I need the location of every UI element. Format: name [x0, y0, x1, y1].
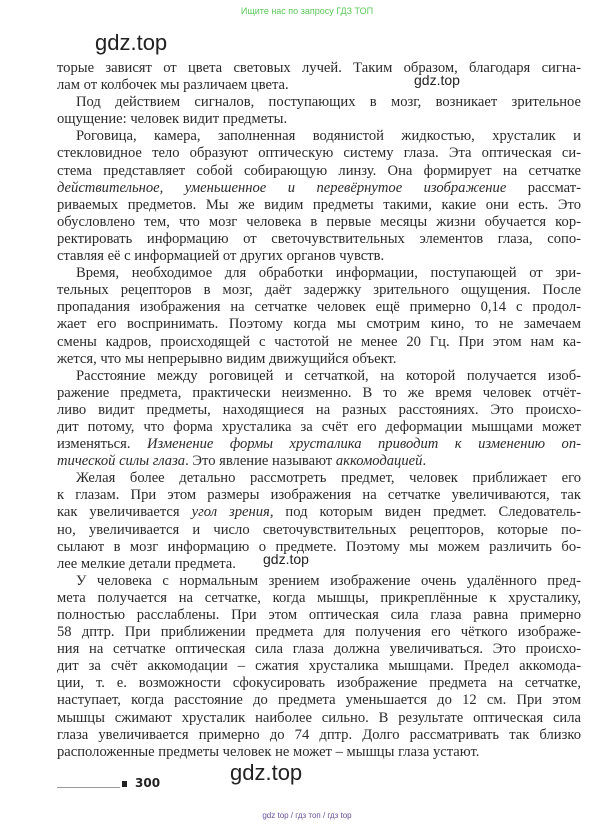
- text-line: [57, 231, 581, 248]
- text-line: [57, 504, 581, 521]
- text-segment: изменяться.: [57, 436, 147, 453]
- text-line: [57, 487, 581, 504]
- text-line: [57, 265, 581, 282]
- text-segment: обусловлено тем, что мозг человека в первые месяцы жизни обучается кор-: [57, 213, 581, 230]
- text-segment: Время, необходимое для обработки информации, поступающей от зри-: [76, 265, 581, 282]
- text-line: [57, 453, 581, 470]
- text-line: [57, 744, 581, 761]
- text-line: [57, 180, 581, 197]
- text-segment: к глазам. При этом размеры изображения на сетчатке увеличиваются, так: [57, 487, 581, 504]
- text-segment: смены кадров, происходящей с частотой не менее 20 Гц. При этом нам ка-: [57, 333, 581, 350]
- text-segment: но, увеличивается и число светочувствительных рецепторов, которые по-: [57, 521, 581, 538]
- text-line: [57, 470, 581, 487]
- text-segment: лам от колбочек мы различаем цвета.: [57, 77, 289, 94]
- text-segment: расположенные предметы человек не может – мышцы глаза устают.: [57, 743, 480, 760]
- body-text: [57, 60, 581, 761]
- text-line: [57, 299, 581, 316]
- text-segment: стекловидное тело образуют оптическую систему глаза. Эта оптическая си-: [57, 145, 581, 162]
- text-segment: мышцы сжимают хрусталик наиболее сильно. В результате оптическая сила: [57, 709, 581, 726]
- text-line: [57, 436, 581, 453]
- text-segment: дит за счёт аккомодации – сжатия хрусталика мышцами. Предел аккомода-: [57, 658, 581, 675]
- header-note: Ищите нас по запросу ГДЗ ТОП: [240, 6, 374, 16]
- text-segment: ции, т. е. возможности сфокусировать изображение предмета на сетчатке,: [57, 675, 581, 692]
- text-line: [57, 607, 581, 624]
- text-segment: лее мелкие детали предмета.: [57, 555, 236, 572]
- text-line: [57, 111, 581, 128]
- text-line: [57, 539, 581, 556]
- text-segment: .: [422, 453, 427, 470]
- text-segment: ректировать информацию от светочувствительных элементов глаза, сопо-: [57, 230, 581, 247]
- text-line: [57, 316, 581, 333]
- text-line: [57, 214, 581, 231]
- text-segment: 58 дптр. При приближении предмета для получения его чёткого изображе-: [57, 624, 581, 641]
- text-segment: дит потому, что форма хрусталика за счёт его деформации мышцами может: [57, 418, 581, 435]
- watermark: gdz.top: [95, 30, 168, 55]
- text-line: [57, 590, 581, 607]
- text-line: [57, 282, 581, 299]
- text-line: [57, 77, 581, 94]
- text-segment: наступает, когда расстояние до предмета уменьшается до 12 см. При этом: [57, 692, 581, 709]
- text-line: [57, 128, 581, 145]
- text-segment: риваемых предметов. Мы же видим предметы такими, какие они есть. Это: [57, 196, 581, 213]
- italic-text: тической силы глаза: [57, 453, 186, 470]
- text-line: [57, 675, 581, 692]
- text-line: [57, 692, 581, 709]
- text-line: [57, 197, 581, 214]
- text-line: [57, 658, 581, 675]
- italic-text: аккомодацией: [335, 453, 423, 470]
- text-segment: как увеличивается: [57, 504, 192, 521]
- text-segment: пропадания изображения на сетчатке человек ещё примерно 0,14 с продол-: [57, 299, 581, 316]
- text-line: [57, 334, 581, 351]
- text-segment: ливо видит предметы, находящиеся на разных расстояниях. Это происхо-: [57, 401, 581, 418]
- page-number-marker: [122, 781, 127, 787]
- text-segment: Под действием сигналов, поступающих в мозг, возникает зрительное: [76, 94, 581, 111]
- italic-text: действительное, уменьшенное и перевёрнутое изображение: [57, 179, 507, 196]
- text-line: [57, 641, 581, 658]
- text-segment: полностью расслаблены. При этом оптическая сила глаза равна примерно: [57, 607, 581, 623]
- text-segment: ния на сетчатке оптическая сила глаза должна увеличиваться. Это происхо-: [57, 641, 581, 658]
- italic-text: Изменение формы хрусталика приводит к изменению оп-: [146, 436, 581, 453]
- text-line: [57, 163, 581, 180]
- text-segment: ражение предмета, практически неизменно. В то же время человек отчёт-: [57, 384, 581, 401]
- text-segment: торые зависят от цвета световых лучей. Таким образом, благодаря сигна-: [57, 60, 581, 76]
- text-line: [57, 522, 581, 539]
- text-line: [57, 60, 581, 77]
- text-line: [57, 727, 581, 744]
- text-segment: жает его воспринимать. Поэтому когда мы смотрим кино, то не замечаем: [57, 316, 581, 333]
- text-segment: глаза увеличивается примерно до 74 дптр. Долго рассматривать так близко: [57, 726, 581, 743]
- text-segment: стема представляет собой собирающую линзу. Она формирует на сетчатке: [57, 162, 581, 179]
- text-segment: тельных рецепторов в мозг, даёт задержку зрительного ощущения. После: [57, 282, 581, 299]
- watermark: gdz.top: [414, 72, 460, 88]
- page-number: 300: [135, 776, 161, 790]
- text-segment: рассмат-: [506, 179, 581, 196]
- text-segment: Расстояние между роговицей и сетчаткой, на которой получается изоб-: [76, 367, 581, 384]
- text-line: [57, 145, 581, 162]
- page-number-rule: [57, 787, 120, 788]
- text-line: [57, 248, 581, 265]
- watermark: gdz.top: [263, 551, 309, 567]
- text-segment: Желая более детально рассмотреть предмет, человек приближает его: [76, 470, 581, 487]
- text-line: [57, 94, 581, 111]
- italic-text: угол зрения: [191, 504, 270, 521]
- footer-links[interactable]: gdz top / гдз топ / гдз top: [262, 811, 352, 820]
- text-segment: , под которым виден предмет. Следователь-: [269, 504, 581, 521]
- text-segment: ощущение: человек видит предметы.: [57, 111, 288, 128]
- watermark: gdz.top: [230, 760, 303, 785]
- text-line: [57, 573, 581, 590]
- text-line: [57, 368, 581, 385]
- text-segment: мета получается на сетчатке, когда мышцы, прикреплённые к хрусталику,: [57, 589, 581, 606]
- text-line: [57, 556, 581, 573]
- text-segment: ставляя её с информацией от других органов чувств.: [57, 248, 385, 265]
- text-segment: Роговица, камера, заполненная водянистой жидкостью, хрусталик и: [76, 128, 581, 145]
- text-segment: жется, что мы непрерывно видим движущийся объект.: [57, 350, 397, 367]
- text-line: [57, 351, 581, 368]
- text-segment: сылают в мозг информацию о предмете. Поэтому мы можем различить бо-: [57, 538, 581, 555]
- text-line: [57, 710, 581, 727]
- text-line: [57, 402, 581, 419]
- text-line: [57, 624, 581, 641]
- text-segment: . Это явление называют: [185, 453, 336, 470]
- text-line: [57, 385, 581, 402]
- text-line: [57, 419, 581, 436]
- text-segment: У человека с нормальным зрением изображение очень удалённого пред-: [76, 572, 581, 589]
